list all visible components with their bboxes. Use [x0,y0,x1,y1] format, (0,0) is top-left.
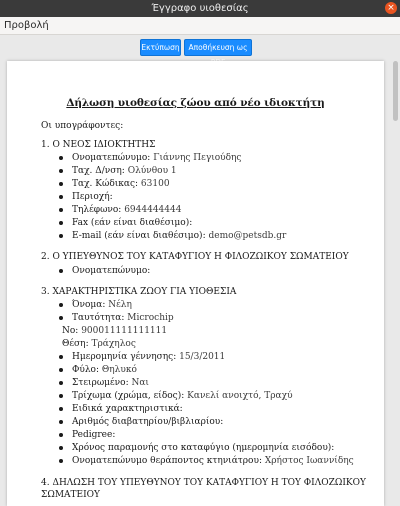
bullet-icon [59,407,63,411]
print-button[interactable]: Εκτύπωση [140,39,181,56]
bullet-icon [59,316,63,320]
menu-view[interactable]: Προβολή [4,20,49,31]
list-item: Pedigree: [7,429,384,441]
close-button[interactable] [385,2,397,14]
close-icon: × [387,3,395,13]
list-item: Ονοματεπώνυμο: Γιάννης Πεγιούδης [7,152,384,164]
bullet-icon [59,459,63,463]
document-title: Δήλωση υιοθεσίας ζώου από νέο ιδιοκτήτη [66,97,325,109]
bullet-icon [59,169,63,173]
intro-text: Οι υπογράφοντες: [41,121,124,131]
bullet-icon [59,394,63,398]
list-item: Όνομα: Νέλη [7,299,384,311]
list-item: E-mail (εάν είναι διαθέσιμο): demo@petsdb.gr [7,230,384,242]
bullet-icon [59,208,63,212]
list-item: Ταχ. Δ/νση: Ολύνθου 1 [7,165,384,177]
section-3-heading: 3. ΧΑΡΑΚΤΗΡΙΣΤΙΚΑ ΖΩΟΥ ΓΙΑ ΥΙΟΘΕΣΙΑ [41,287,237,297]
section-1-heading: 1. Ο ΝΕΟΣ ΙΔΙΟΚΤΗΤΗΣ [41,140,156,150]
list-item: Ονοματεπώνυμο: [7,265,384,277]
list-item: Ταυτότητα: Microchip [7,312,384,324]
bullet-icon [59,221,63,225]
list-item: Ταχ. Κώδικας: 63100 [7,178,384,190]
bullet-icon [59,381,63,385]
list-item: Χρόνος παραμονής στο καταφύγιο (ημερομηνία εισόδου): [7,442,384,454]
scroll-thumb[interactable] [393,61,398,121]
section-2-heading: 2. Ο ΥΠΕΥΘΥΝΟΣ ΤΟΥ ΚΑΤΑΦΥΓΙΟΥ Η ΦΙΛΟΖΩΙΚΟΥ ΣΩΜΑΤΕΙΟΥ [41,252,349,262]
bullet-icon [59,368,63,372]
document-page [7,61,384,506]
list-item: Αριθμός διαβατηρίου/βιβλιαρίου: [7,416,384,428]
scrollbar[interactable] [392,61,400,500]
section-4-heading-cont: ΣΩΜΑΤΕΙΟΥ [41,490,100,500]
menu-bar [0,17,400,35]
bullet-icon [59,156,63,160]
list-item-sub: Νο: 900011111111111 [62,326,168,336]
list-item: Τρίχωμα (χρώμα, είδος): Κανελί ανοιχτό, Τραχύ [7,390,384,402]
section-4-heading: 4. ΔΗΛΩΣΗ ΤΟΥ ΥΠΕΥΘΥΝΟΥ ΤΟΥ ΚΑΤΑΦΥΓΙΟΥ Η ΤΟΥ ΦΙΛΟΖΩΙΚΟΥ [41,478,366,488]
bullet-icon [59,303,63,307]
bullet-icon [59,195,63,199]
bullet-icon [59,355,63,359]
bullet-icon [59,234,63,238]
list-item: Τηλέφωνο: 6944444444 [7,204,384,216]
list-item: Ειδικά χαρακτηριστικά: [7,403,384,415]
list-item: Φύλο: Θηλυκό [7,364,384,376]
bullet-icon [59,433,63,437]
list-item: Ημερομηνία γέννησης: 15/3/2011 [7,351,384,363]
bullet-icon [59,182,63,186]
window-titlebar [0,0,400,17]
bullet-icon [59,420,63,424]
list-item: Ονοματεπώνυμο θεράποντος κτηνιάτρου: Χρήστος Ιωαννίδης [7,455,384,467]
toolbar [0,35,400,61]
bullet-icon [59,446,63,450]
list-item-sub: Θέση: Τράχηλος [62,339,136,349]
window-title: Έγγραφο υιοθεσίας [151,3,249,14]
list-item: Fax (εάν είναι διαθέσιμο): [7,217,384,229]
bullet-icon [59,269,63,273]
list-item: Στειρωμένο: Ναι [7,377,384,389]
list-item: Περιοχή: [7,191,384,203]
save-pdf-button[interactable]: Αποθήκευση ως [184,39,252,56]
